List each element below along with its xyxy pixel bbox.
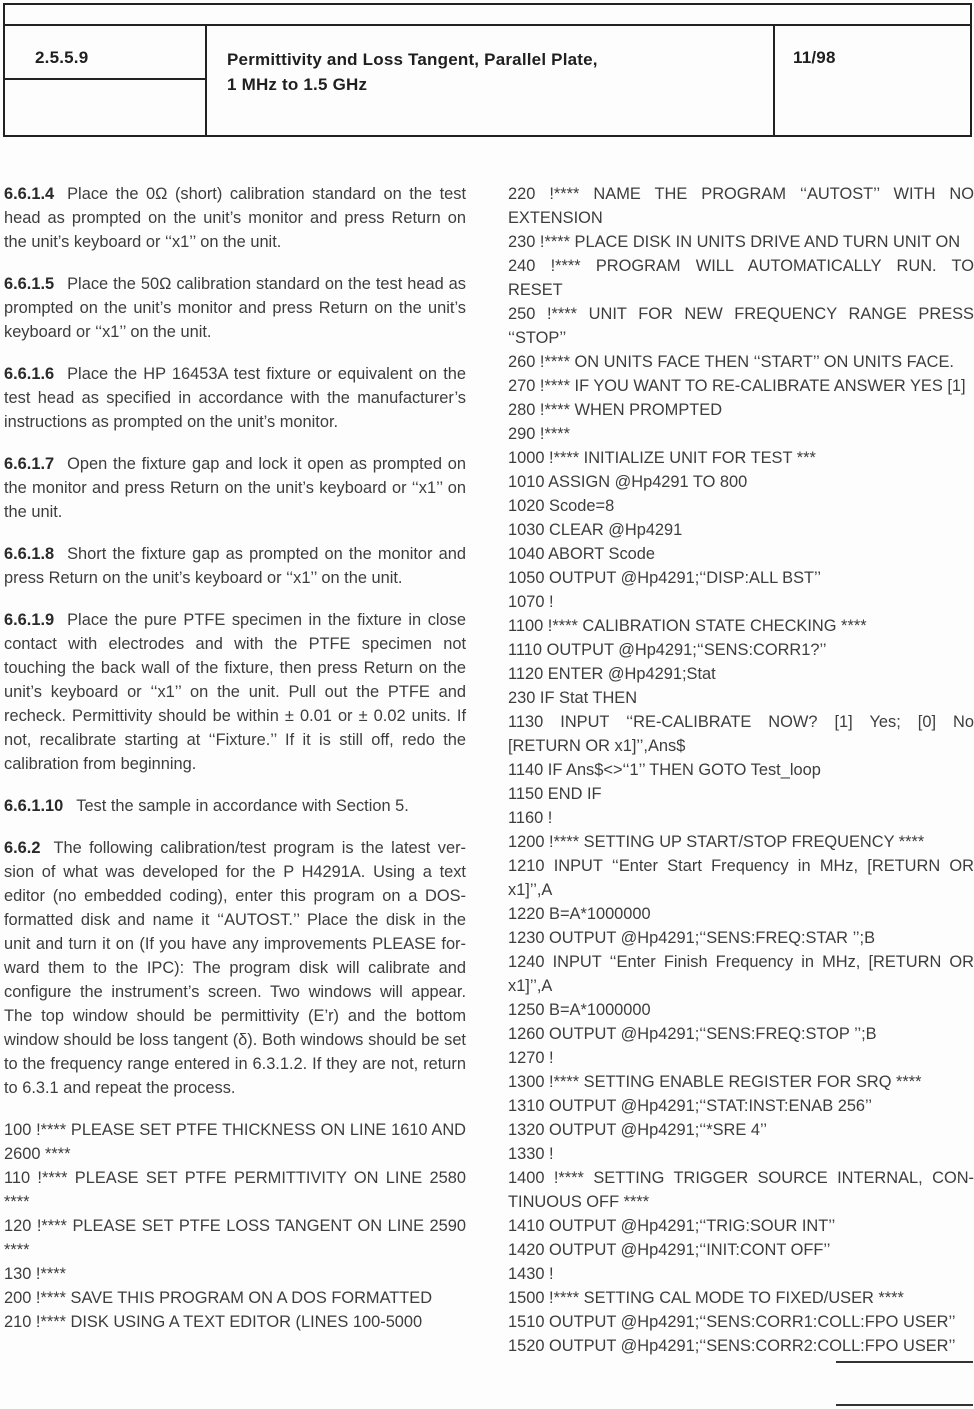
code-line: 260 !**** ON UNITS FACE THEN ‘‘START’’ ON UNITS FACE. [508, 353, 954, 371]
section-paragraph [4, 836, 466, 1100]
code-line: 1040 ABORT Scode [508, 545, 656, 563]
section-number: 6.6.1.9 [4, 611, 55, 629]
left-column [4, 182, 466, 1334]
code-line: 270 !**** IF YOU WANT TO RE-CALIBRATE ANSWER YES [1] [508, 377, 966, 395]
header-vertical-rule-right [773, 24, 775, 135]
code-line: TINUOUS OFF **** [508, 1193, 650, 1211]
code-line: 1000 !**** INITIALIZE UNIT FOR TEST *** [508, 449, 816, 467]
section-text: The following calibration/test program is the latest version of what was developed for the P H4291A. Using a text editor (no embedded coding), enter this program on a DOS-formatted disk and name it ‘‘AUTOST.’’ Place the disk in the unit and turn it on (If you have any improvements PLEASE forward them to the IPC): The program disk will calibrate and configure the instrument’s screen. Two windows will appear. The top window should be permittivity (E’r) and the bottom window should be loss tangent (δ). Both windows should be set to the frequency range entered in 6.3.1.2. If they are not, return to 6.3.1 and repeat the process. [4, 839, 466, 1097]
code-line: 240 !**** PROGRAM WILL AUTOMATICALLY RUN. TO [508, 257, 974, 275]
code-line: 1420 OUTPUT @Hp4291;‘‘INIT:CONT OFF’’ [508, 1241, 831, 1259]
code-line: 1110 OUTPUT @Hp4291;‘‘SENS:CORR1?’’ [508, 641, 827, 659]
section-text: Test the sample in accordance with Section 5. [76, 797, 409, 815]
code-line: 1300 !**** SETTING ENABLE REGISTER FOR SRQ **** [508, 1073, 922, 1091]
code-line: 110 !**** PLEASE SET PTFE PERMITTIVITY ON LINE 2580 [4, 1169, 466, 1187]
code-line: 1130 INPUT ‘‘RE-CALIBRATE NOW? [1] Yes; [0] No [508, 713, 974, 731]
header-table [3, 3, 972, 137]
code-line: 230 IF Stat THEN [508, 689, 638, 707]
code-line: 1400 !**** SETTING TRIGGER SOURCE INTERNAL, CON- [508, 1169, 974, 1187]
section-paragraph [4, 272, 466, 344]
code-line: 280 !**** WHEN PROMPTED [508, 401, 723, 419]
code-line: 1150 END IF [508, 785, 602, 803]
section-number: 6.6.1.6 [4, 365, 55, 383]
section-number: 6.6.1.4 [4, 185, 55, 203]
code-line: 250 !**** UNIT FOR NEW FREQUENCY RANGE PRESS [508, 305, 974, 323]
section-paragraph [4, 794, 466, 818]
code-line: 1220 B=A*1000000 [508, 905, 651, 923]
section-paragraph [4, 608, 466, 776]
code-line: 1230 OUTPUT @Hp4291;‘‘SENS:FREQ:STAR ’’;B [508, 929, 876, 947]
code-line: x1]’’,A [508, 881, 553, 899]
signature-line [836, 1361, 973, 1363]
code-line: 1260 OUTPUT @Hp4291;‘‘SENS:FREQ:STOP ’’;B [508, 1025, 877, 1043]
code-line: 230 !**** PLACE DISK IN UNITS DRIVE AND TURN UNIT ON [508, 233, 961, 251]
code-line: x1]’’,A [508, 977, 553, 995]
code-line: **** [4, 1193, 30, 1211]
header-top-band-rule [5, 24, 970, 26]
section-text: Short the fixture gap as prompted on the monitor and press Return on the unit’s keyboard or ‘‘x1’’ on the unit. [4, 545, 466, 587]
code-line: 130 !**** [4, 1265, 66, 1283]
code-line: 120 !**** PLEASE SET PTFE LOSS TANGENT ON LINE 2590 [4, 1217, 466, 1235]
section-text: Place the pure PTFE specimen in the fixture in close contact with electrodes and with the PTFE specimen not touching the back wall of the fixture, then press Return on the unit’s keyboard or ‘‘x1’’ on the unit. Pull out the PTFE and recheck. Permittivity should be within ± 0.01 or ± 0.02 units. If not, recalibrate starting at ‘‘Fixture.’’ If it is still off, redo the calibration from beginning. [4, 611, 466, 773]
section-paragraph [4, 452, 466, 524]
code-line: 1310 OUTPUT @Hp4291;‘‘STAT:INST:ENAB 256’’ [508, 1097, 873, 1115]
section-number: 6.6.2 [4, 839, 41, 857]
code-line: EXTENSION [508, 209, 603, 227]
code-line: [RETURN OR x1]’’,Ans$ [508, 737, 686, 755]
code-line: 1520 OUTPUT @Hp4291;‘‘SENS:CORR2:COLL:FPO USER’’ [508, 1337, 956, 1355]
code-line: 1160 ! [508, 809, 553, 827]
document-title-line2: 1 MHz to 1.5 GHz [227, 75, 368, 94]
header-section-cell-rule [5, 78, 205, 80]
code-line: 1010 ASSIGN @Hp4291 TO 800 [508, 473, 748, 491]
header-vertical-rule-left [205, 24, 207, 135]
code-line: 1320 OUTPUT @Hp4291;‘‘*SRE 4’’ [508, 1121, 767, 1139]
code-line: 1240 INPUT ‘‘Enter Finish Frequency in MHz, [RETURN OR [508, 953, 974, 971]
code-line: ‘‘STOP’’ [508, 329, 567, 347]
code-line: 1030 CLEAR @Hp4291 [508, 521, 683, 539]
document-title-line1: Permittivity and Loss Tangent, Parallel Plate, [227, 50, 598, 69]
code-line: 1070 ! [508, 593, 554, 611]
code-line: 1330 ! [508, 1145, 554, 1163]
code-line: 220 !**** NAME THE PROGRAM ‘‘AUTOST’’ WITH NO [508, 185, 974, 203]
section-number: 6.6.1.7 [4, 455, 55, 473]
code-line: 1200 !**** SETTING UP START/STOP FREQUENCY **** [508, 833, 925, 851]
code-line: 1410 OUTPUT @Hp4291;‘‘TRIG:SOUR INT’’ [508, 1217, 836, 1235]
code-line: 200 !**** SAVE THIS PROGRAM ON A DOS FORMATTED [4, 1289, 433, 1307]
code-line: 1100 !**** CALIBRATION STATE CHECKING **** [508, 617, 867, 635]
code-line: **** [4, 1241, 30, 1259]
code-line: 1250 B=A*1000000 [508, 1001, 651, 1019]
code-line: 210 !**** DISK USING A TEXT EDITOR (LINES 100-5000 [4, 1313, 423, 1331]
document-title [227, 47, 757, 97]
code-line: 1270 ! [508, 1049, 554, 1067]
code-line: 1210 INPUT ‘‘Enter Start Frequency in MHz, [RETURN OR [508, 857, 974, 875]
section-text: Open the fixture gap and lock it open as prompted on the monitor and press Return on the unit’s keyboard or ‘‘x1’’ on the unit. [4, 455, 466, 521]
code-line: 1500 !**** SETTING CAL MODE TO FIXED/USER **** [508, 1289, 904, 1307]
section-paragraph [4, 362, 466, 434]
section-number: 6.6.1.10 [4, 797, 64, 815]
code-line: 1510 OUTPUT @Hp4291;‘‘SENS:CORR1:COLL:FPO USER’’ [508, 1313, 956, 1331]
code-line: 1050 OUTPUT @Hp4291;‘‘DISP:ALL BST’’ [508, 569, 822, 587]
section-paragraph [4, 182, 466, 254]
document-date: 11/98 [793, 48, 836, 67]
code-line: 100 !**** PLEASE SET PTFE THICKNESS ON LINE 1610 AND [4, 1121, 466, 1139]
section-text: Place the 0Ω (short) calibration standard on the test head as prompted on the unit’s monitor and press Return on the unit’s keyboard or ‘‘x1’’ on the unit. [4, 185, 466, 251]
section-text: Place the HP 16453A test fixture or equivalent on the test head as specified in accordance with the manufacturer’s instructions as prompted on the unit’s monitor. [4, 365, 466, 431]
section-number: 6.6.1.8 [4, 545, 55, 563]
section-number: 6.6.1.5 [4, 275, 55, 293]
code-line: RESET [508, 281, 563, 299]
code-line: 1140 IF Ans$<>‘‘1’’ THEN GOTO Test_loop [508, 761, 821, 779]
right-column [508, 182, 974, 1358]
code-line: 1430 ! [508, 1265, 554, 1283]
section-paragraph [4, 542, 466, 590]
code-line: 290 !**** [508, 425, 570, 443]
code-line: 1120 ENTER @Hp4291;Stat [508, 665, 716, 683]
code-line: 1020 Scode=8 [508, 497, 615, 515]
signature-line [836, 1404, 973, 1406]
section-text: Place the 50Ω calibration standard on the test head as prompted on the unit’s monitor and press Return on the unit’s keyboard or ‘‘x1’’ on the unit. [4, 275, 466, 341]
section-number-cell: 2.5.5.9 [35, 48, 89, 67]
code-line: 2600 **** [4, 1145, 71, 1163]
